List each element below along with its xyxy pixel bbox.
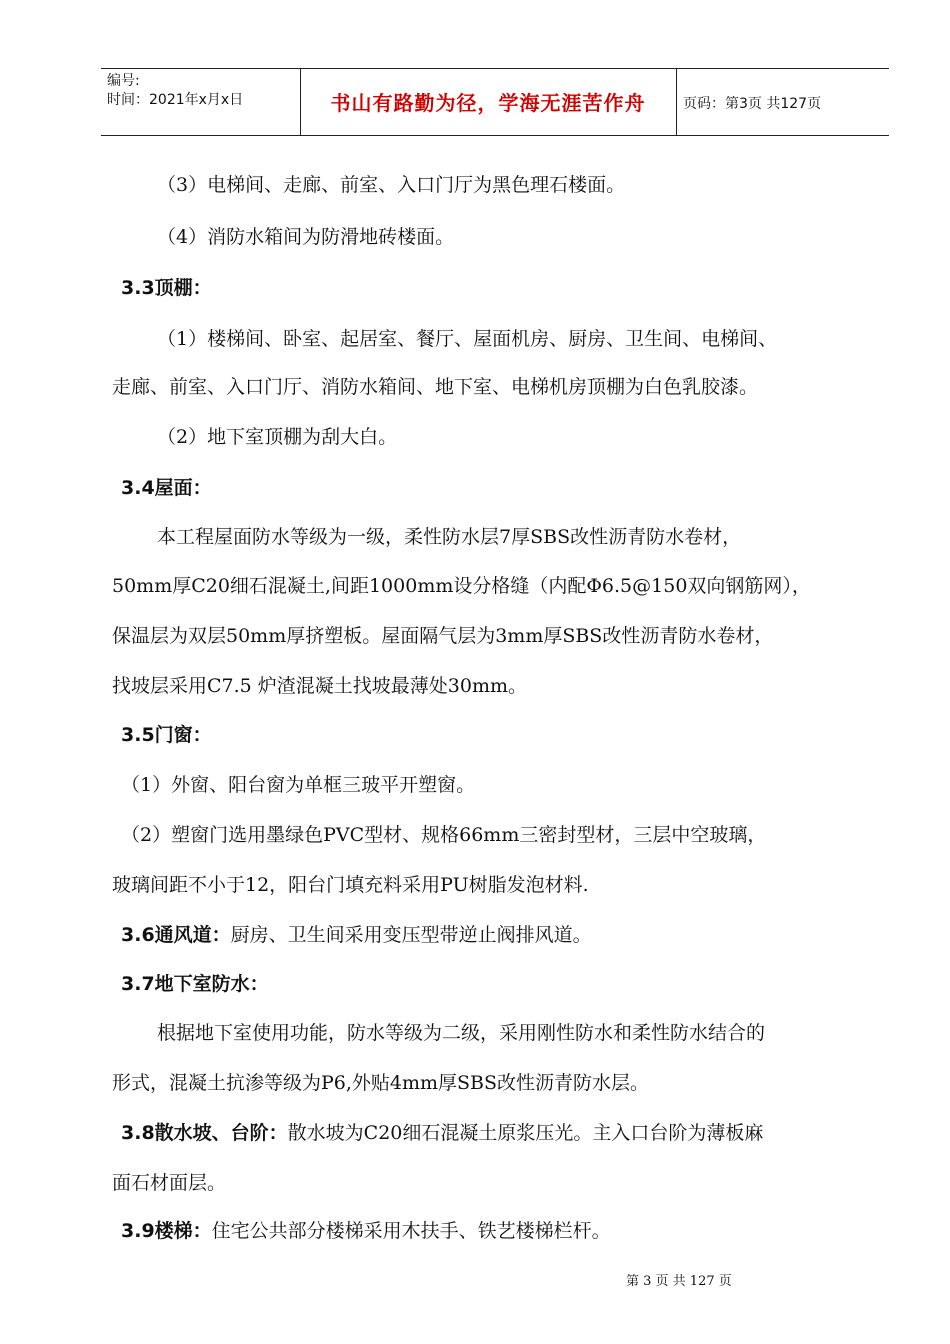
body-line [112, 374, 882, 400]
line-text: 50mm厚C20细石混凝土,间距1000mm设分格缝（内配Φ6.5@150双向钢筋网）， [112, 575, 811, 597]
section-heading [121, 275, 891, 301]
heading-text: 3.3顶棚： [121, 277, 212, 299]
body-line [112, 1070, 882, 1096]
line-text: 住宅公共部分楼梯采用木扶手、铁艺楼梯栏杆。 [211, 1220, 611, 1242]
section-heading [121, 1120, 891, 1146]
header-number-label: 编号: [107, 73, 140, 89]
body-line [157, 172, 927, 198]
section-heading [121, 922, 891, 948]
line-text: 散水坡为C20细石混凝土原浆压光。主入口台阶为薄板麻 [287, 1122, 764, 1144]
body-line [157, 1020, 927, 1046]
header-page-info: 页码：第3页 共127页 [683, 96, 822, 112]
line-text: 面石材面层。 [112, 1172, 227, 1194]
header-motto: 书山有路勤为径，学海无涯苦作舟 [330, 91, 646, 115]
line-text: （1）楼梯间、卧室、起居室、餐厅、屋面机房、厨房、卫生间、电梯间、 [157, 328, 778, 350]
line-text: 玻璃间距不小于12，阳台门填充料采用PU树脂发泡材料. [112, 874, 589, 896]
body-line [121, 772, 891, 798]
line-text: （2）地下室顶棚为刮大白。 [157, 426, 398, 448]
body-line [157, 224, 927, 250]
header-time-label: 时间：2021年x月x日 [107, 92, 244, 108]
body-line [121, 822, 891, 848]
page-header [101, 68, 889, 136]
body-line [112, 1170, 882, 1196]
header-divider [676, 69, 677, 135]
line-text: 走廊、前室、入口门厅、消防水箱间、地下室、电梯机房顶棚为白色乳胶漆。 [112, 376, 759, 398]
section-heading [121, 1218, 891, 1244]
section-heading [121, 722, 891, 748]
line-text: 保温层为双层50mm厚挤塑板。屋面隔气层为3mm厚SBS改性沥青防水卷材， [112, 625, 774, 647]
page-footer: 第 3 页 共 127 页 [626, 1274, 732, 1289]
heading-text: 3.8散水坡、台阶： [121, 1122, 288, 1144]
body-line [112, 623, 882, 649]
body-line [112, 872, 882, 898]
body-line [112, 673, 882, 699]
section-heading [121, 475, 891, 501]
heading-text: 3.4屋面： [121, 477, 212, 499]
line-text: 形式，混凝土抗渗等级为P6,外贴4mm厚SBS改性沥青防水层。 [112, 1072, 650, 1094]
body-line [157, 524, 927, 550]
heading-text: 3.7地下室防水： [121, 973, 269, 995]
line-text: 本工程屋面防水等级为一级，柔性防水层7厚SBS改性沥青防水卷材， [157, 526, 742, 548]
heading-text: 3.6通风道： [121, 924, 231, 946]
line-text: （3）电梯间、走廊、前室、入口门厅为黑色理石楼面。 [157, 174, 626, 196]
heading-text: 3.9楼梯： [121, 1220, 212, 1242]
line-text: （1）外窗、阳台窗为单框三玻平开塑窗。 [121, 774, 476, 796]
line-text: （2）塑窗门选用墨绿色PVC型材、规格66mm三密封型材，三层中空玻璃， [121, 824, 767, 846]
line-text: 找坡层采用C7.5 炉渣混凝土找坡最薄处30mm。 [112, 675, 528, 697]
body-line [157, 326, 927, 352]
body-line [157, 424, 927, 450]
line-text: （4）消防水箱间为防滑地砖楼面。 [157, 226, 455, 248]
header-meta [107, 72, 243, 110]
body-line [112, 573, 882, 599]
line-text: 根据地下室使用功能，防水等级为二级，采用刚性防水和柔性防水结合的 [157, 1022, 766, 1044]
line-text: 厨房、卫生间采用变压型带逆止阀排风道。 [230, 924, 592, 946]
section-heading [121, 971, 891, 997]
heading-text: 3.5门窗： [121, 724, 212, 746]
